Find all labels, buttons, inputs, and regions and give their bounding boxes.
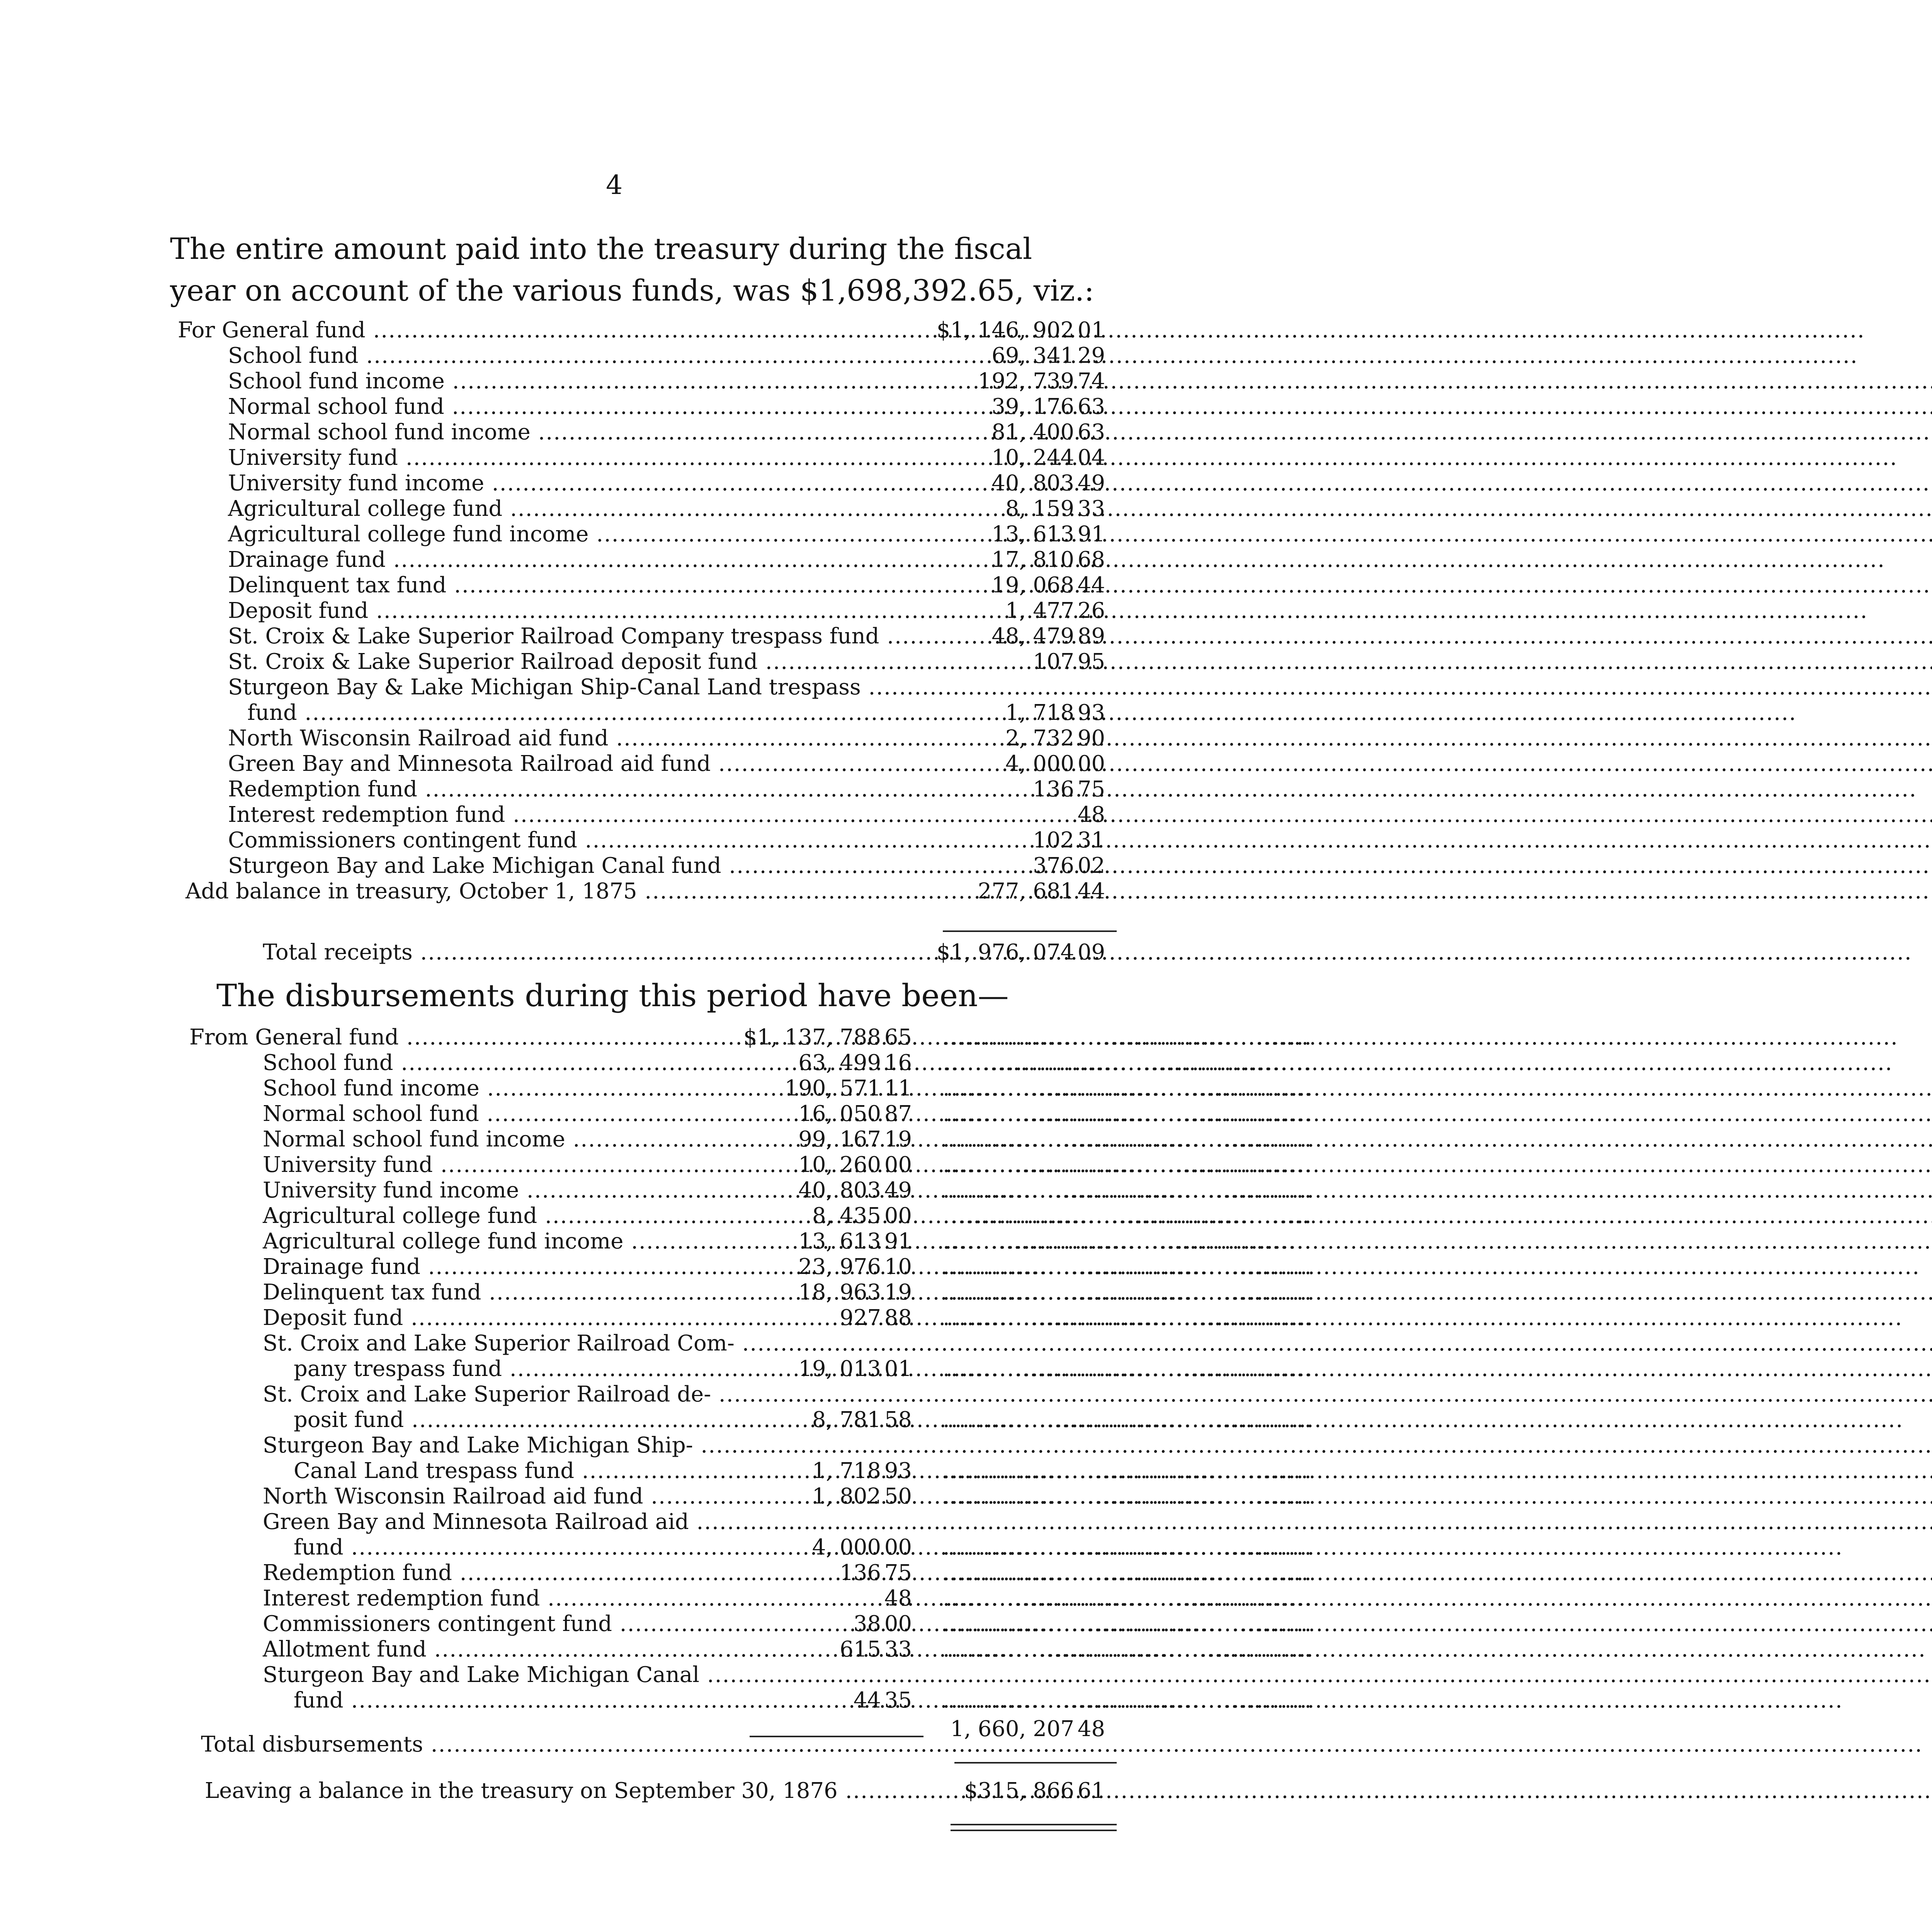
disbursement-row-label: Agricultural college fund income ..... <box>263 1228 726 1255</box>
disbursement-row-dot-leader: .............................................. <box>943 1152 1313 1177</box>
receipt-row <box>228 852 1144 879</box>
balance-double-rule-1 <box>951 1824 1117 1825</box>
disbursement-row-amount: $1, 137, 788 65 <box>743 1025 912 1050</box>
receipt-row-amount: 17, 810 68 <box>992 547 1105 572</box>
disbursement-row-label: Normal school fund income ..... <box>263 1126 726 1153</box>
disbursement-row <box>263 1228 1313 1255</box>
receipt-row <box>228 725 1144 752</box>
receipt-row <box>228 623 1144 650</box>
balance-row <box>205 1777 1144 1804</box>
disbursement-row-label: Sturgeon Bay and Lake Michigan Ship- ..... <box>263 1432 726 1459</box>
receipt-row-label: Deposit fund ..... <box>228 597 916 624</box>
disbursement-row <box>294 1534 1313 1561</box>
disbursement-row <box>294 1458 1313 1485</box>
disbursement-row-label: fund ..... <box>294 1534 726 1561</box>
receipt-row-amount: 2, 732 90 <box>1005 726 1105 751</box>
disbursement-row-dot-leader: .............................................. <box>943 1407 1313 1432</box>
receipt-row-label: Normal school fund ..... <box>228 393 916 420</box>
receipt-row-label: Sturgeon Bay & Lake Michigan Ship-Canal Land trespass ..... <box>228 674 916 701</box>
disbursement-row-dot-leader: .............................................. <box>943 1586 1313 1611</box>
receipt-row <box>228 750 1144 777</box>
disbursement-row <box>263 1330 951 1357</box>
disbursement-row <box>263 1560 1313 1587</box>
disbursement-row <box>263 1177 1313 1204</box>
disbursement-row-label: University fund ..... <box>263 1151 726 1179</box>
receipt-row-label: Normal school fund income ..... <box>228 419 916 446</box>
receipt-row <box>178 317 1144 344</box>
receipt-row <box>228 419 1144 446</box>
disbursement-row-amount <box>734 1662 912 1689</box>
disbursement-row-dot-leader: .............................................. <box>943 1229 1313 1254</box>
disbursement-total-carry-amount: 1, 660, 207 48 <box>950 1716 1105 1742</box>
disbursement-row-label: Drainage fund ..... <box>263 1253 726 1281</box>
disbursement-row-label: Green Bay and Minnesota Railroad aid ..... <box>263 1509 726 1536</box>
disbursement-row-label: Interest redemption fund ..... <box>263 1585 726 1612</box>
receipt-row-amount: 13, 613 91 <box>992 522 1105 547</box>
receipt-row-amount: 4, 000 00 <box>1005 751 1105 776</box>
disbursement-row-amount <box>734 1432 912 1459</box>
disbursement-row-amount: 38 00 <box>853 1611 912 1636</box>
disbursement-row-label: St. Croix and Lake Superior Railroad Com- ..... <box>263 1330 726 1357</box>
disbursement-row-dot-leader: .............................................. <box>943 1280 1313 1305</box>
disbursement-row-amount: 1, 802 50 <box>812 1484 912 1509</box>
receipt-row <box>228 368 1144 395</box>
disbursement-row <box>263 1126 1313 1153</box>
receipt-row-amount: 40, 803 49 <box>992 471 1105 496</box>
receipt-row <box>228 495 1144 522</box>
receipt-row-label: St. Croix & Lake Superior Railroad deposit fund ..... <box>228 648 916 675</box>
receipt-row-label: Commissioners contingent fund ..... <box>228 827 916 854</box>
disbursement-row <box>294 1406 1313 1434</box>
disbursement-row <box>263 1151 1313 1179</box>
disbursement-row <box>294 1687 1313 1714</box>
disbursement-row-amount <box>734 1381 912 1408</box>
disbursement-row-amount <box>734 1509 912 1536</box>
receipt-row-amount: 10, 244 04 <box>992 445 1105 470</box>
receipt-row <box>228 597 1144 624</box>
receipt-row-amount: 81, 400 63 <box>992 420 1105 445</box>
receipt-row <box>228 776 1144 803</box>
disbursement-row-label: Sturgeon Bay and Lake Michigan Canal ..... <box>263 1662 726 1689</box>
disbursement-row-dot-leader: .............................................. <box>943 1254 1313 1279</box>
disbursement-row-amount: 63, 499 16 <box>798 1050 912 1075</box>
receipt-row-amount: 107 95 <box>1033 649 1105 674</box>
disbursement-row <box>263 1636 1313 1663</box>
receipt-row-label: School fund income ..... <box>228 368 916 395</box>
receipt-row <box>228 521 1144 548</box>
receipt-row-amount: 48, 479 89 <box>992 624 1105 649</box>
receipt-row-label: Agricultural college fund income ..... <box>228 521 916 548</box>
receipt-row-label: University fund income ..... <box>228 470 916 497</box>
receipt-row-amount: 1, 477 26 <box>1005 598 1105 623</box>
disbursement-row-label: Allotment fund ..... <box>263 1636 726 1663</box>
receipt-row <box>228 546 1144 573</box>
receipt-row-amount: 1, 718 93 <box>1005 700 1105 725</box>
disbursement-row-dot-leader: .............................................. <box>943 1688 1313 1713</box>
disbursement-row-dot-leader: .............................................. <box>943 1484 1313 1509</box>
receipt-row-label: North Wisconsin Railroad aid fund ..... <box>228 725 916 752</box>
receipt-row <box>228 572 1144 599</box>
disbursement-row-label: North Wisconsin Railroad aid fund ..... <box>263 1483 726 1510</box>
disbursement-row <box>263 1432 951 1459</box>
receipt-row-label: Add balance in treasury, October 1, 1875 ..... <box>185 878 916 905</box>
disbursement-row <box>263 1611 1313 1638</box>
receipt-row-label: Drainage fund ..... <box>228 546 916 573</box>
disbursement-row-label: Commissioners contingent fund ..... <box>263 1611 726 1638</box>
receipt-row <box>185 878 1144 905</box>
receipt-row-amount: 376 02 <box>1033 853 1105 878</box>
receipt-row-amount: 48 <box>1077 802 1105 827</box>
receipt-row-amount: 277, 681 44 <box>978 879 1105 904</box>
disbursement-row <box>294 1355 1313 1383</box>
disbursement-row <box>263 1100 1313 1128</box>
disbursement-row-dot-leader: .............................................. <box>943 1050 1313 1075</box>
disbursement-row <box>263 1253 1313 1281</box>
total-receipts-row-label: Total receipts ..... <box>263 939 916 966</box>
receipt-row-amount: $1, 146, 902 01 <box>936 318 1105 343</box>
disbursement-row-label: Normal school fund ..... <box>263 1100 726 1128</box>
total-receipts-row <box>263 939 1144 966</box>
disbursement-row-dot-leader: .............................................. <box>943 1101 1313 1126</box>
disbursement-row-amount: 615 33 <box>840 1637 912 1662</box>
disbursement-row-dot-leader: .............................................. <box>943 1611 1313 1636</box>
disbursement-row-label: posit fund ..... <box>294 1406 726 1434</box>
receipt-row-label: Agricultural college fund ..... <box>228 495 916 522</box>
receipt-row-label: fund ..... <box>247 699 916 726</box>
receipt-row <box>228 470 1144 497</box>
disbursement-row-dot-leader: .............................................. <box>943 1535 1313 1560</box>
total-rule <box>954 1762 1117 1764</box>
disbursement-row-amount: 44 35 <box>853 1688 912 1713</box>
disbursement-row-label: Canal Land trespass fund ..... <box>294 1458 726 1485</box>
receipt-row <box>247 699 1144 726</box>
receipt-row <box>228 393 1144 420</box>
disbursement-row-amount: 1, 718 93 <box>812 1458 912 1483</box>
receipt-row <box>228 801 1144 828</box>
balance-row-label: Leaving a balance in the treasury on September 30, 1876 ..... <box>205 1777 923 1804</box>
receipt-row-label: Delinquent tax fund ..... <box>228 572 916 599</box>
receipt-row-amount: 102 31 <box>1033 828 1105 853</box>
disbursement-row-amount: 927 88 <box>840 1305 912 1330</box>
receipt-row-amount: 192, 739 74 <box>978 369 1105 394</box>
disbursement-row-dot-leader: .............................................. <box>943 1203 1313 1228</box>
disbursement-row-dot-leader: .............................................. <box>943 1560 1313 1585</box>
disbursement-row-dot-leader: .............................................. <box>943 1025 1313 1050</box>
disbursement-row <box>263 1585 1313 1612</box>
disbursement-row-amount: 4, 000 00 <box>812 1535 912 1560</box>
disbursement-row-amount: 13, 613 91 <box>798 1229 912 1254</box>
balance-double-rule-2 <box>951 1830 1117 1831</box>
receipts-rule <box>943 930 1117 932</box>
disbursement-row-label: Redemption fund ..... <box>263 1560 726 1587</box>
disbursement-row-amount <box>734 1330 912 1357</box>
disbursement-row-label: Delinquent tax fund ..... <box>263 1279 726 1306</box>
page-number: 4 <box>606 170 623 201</box>
disbursement-row <box>189 1024 1313 1051</box>
total-disbursements-row <box>201 1731 1144 1758</box>
receipt-row <box>228 342 1144 369</box>
disbursement-row-amount: 19, 013 01 <box>798 1356 912 1381</box>
receipt-row-label: Interest redemption fund ..... <box>228 801 916 828</box>
receipt-row <box>228 827 1144 854</box>
disbursement-heading: The disbursements during this period have been— <box>216 978 1009 1014</box>
receipt-row-amount: 39, 176 63 <box>992 394 1105 419</box>
receipt-row-label: Redemption fund ..... <box>228 776 916 803</box>
disbursement-row-label: University fund income ..... <box>263 1177 726 1204</box>
intro-paragraph: The entire amount paid into the treasury during the fiscal year on account of the various funds, was $1,698,392.65, viz.: <box>170 231 1094 308</box>
receipt-row-label: Sturgeon Bay and Lake Michigan Canal fund ..... <box>228 852 916 879</box>
disbursement-row <box>263 1279 1313 1306</box>
disbursement-row-dot-leader: .............................................. <box>943 1458 1313 1483</box>
receipt-row-label: St. Croix & Lake Superior Railroad Company trespass fund ..... <box>228 623 916 650</box>
disbursement-row <box>263 1304 1313 1332</box>
disbursement-row-label: Deposit fund ..... <box>263 1304 726 1332</box>
disbursement-row <box>263 1202 1313 1230</box>
receipt-row-amount: 136 75 <box>1033 777 1105 802</box>
disbursement-row-amount: 18, 963 19 <box>798 1280 912 1305</box>
disbursement-row-amount: 99, 167 19 <box>798 1127 912 1152</box>
disbursement-row <box>263 1049 1313 1077</box>
disbursement-row <box>263 1075 1313 1102</box>
disbursement-row-amount: 8, 781 58 <box>812 1407 912 1432</box>
disbursement-row-label: School fund income ..... <box>263 1075 726 1102</box>
receipt-row <box>228 648 1144 675</box>
disbursement-row <box>263 1381 951 1408</box>
disbursement-row <box>263 1662 951 1689</box>
receipt-row-label: Green Bay and Minnesota Railroad aid fund ..... <box>228 750 916 777</box>
disbursement-row-label: From General fund ..... <box>189 1024 726 1051</box>
receipt-row <box>228 444 1144 471</box>
receipt-row-label: School fund ..... <box>228 342 916 369</box>
disbursement-row-dot-leader: .............................................. <box>943 1076 1313 1101</box>
receipt-row-label: For General fund ..... <box>178 317 916 344</box>
balance-row-amount: $315, 866 61 <box>964 1778 1105 1803</box>
disbursement-row-amount: 23, 976 10 <box>798 1254 912 1279</box>
receipt-row-amount <box>927 674 1105 701</box>
disbursement-row-label: pany trespass fund ..... <box>294 1355 726 1383</box>
disbursement-row-dot-leader: .............................................. <box>943 1637 1313 1662</box>
disbursement-row-dot-leader: .............................................. <box>943 1356 1313 1381</box>
receipt-row-label: University fund ..... <box>228 444 916 471</box>
disbursement-row-amount: 10, 260 00 <box>798 1152 912 1177</box>
receipt-row-amount: 8, 159 33 <box>1005 496 1105 521</box>
disbursement-row-amount: 40, 803 49 <box>798 1178 912 1203</box>
receipt-row-amount: 19, 068 44 <box>992 573 1105 598</box>
disbursement-row-amount: 136 75 <box>840 1560 912 1585</box>
disbursement-row-amount: 16, 050 87 <box>798 1101 912 1126</box>
disbursement-row-amount: 8, 435 00 <box>812 1203 912 1228</box>
receipt-row-amount: 69, 341 29 <box>992 343 1105 368</box>
disbursement-row-dot-leader: .............................................. <box>943 1178 1313 1203</box>
disbursement-row-label: fund ..... <box>294 1687 726 1714</box>
disbursement-row-dot-leader: .............................................. <box>943 1127 1313 1152</box>
total-receipts-row-amount: $1, 976, 074 09 <box>936 940 1105 965</box>
disbursements-rule <box>750 1736 923 1737</box>
disbursement-row-label: St. Croix and Lake Superior Railroad de- ..... <box>263 1381 726 1408</box>
disbursement-row-dot-leader: .............................................. <box>943 1305 1313 1330</box>
disbursement-row <box>263 1509 951 1536</box>
disbursement-row-label: Agricultural college fund ..... <box>263 1202 726 1230</box>
disbursement-row-label: School fund ..... <box>263 1049 726 1077</box>
disbursement-row-amount: 190, 571 11 <box>784 1076 912 1101</box>
total-disbursements-row-label: Total disbursements ..... <box>201 1731 923 1758</box>
disbursement-row <box>263 1483 1313 1510</box>
receipt-row <box>228 674 1144 701</box>
disbursement-row-amount: 48 <box>884 1586 912 1611</box>
